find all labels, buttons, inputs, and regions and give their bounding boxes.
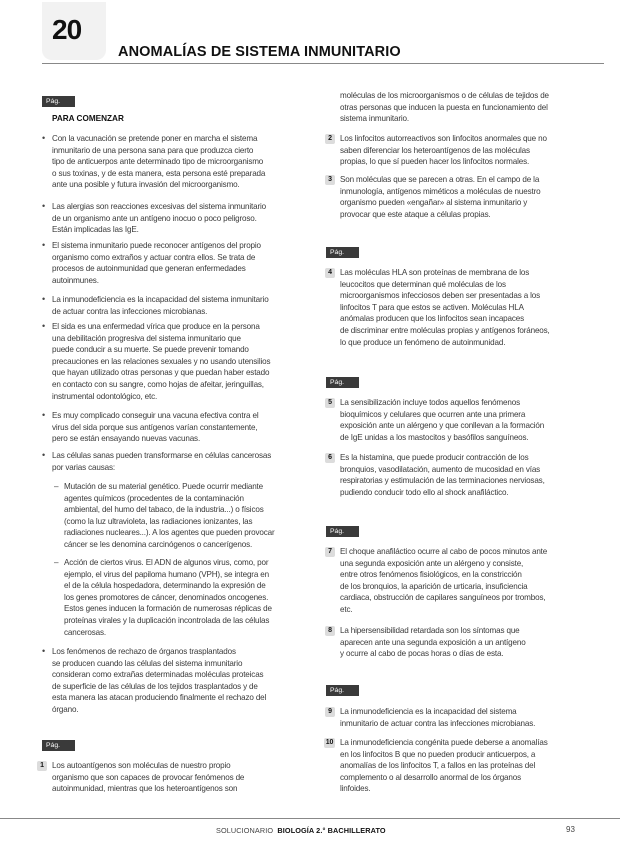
text-line: linfocitos T para que estos se activen. Moléculas HLA <box>340 302 524 312</box>
item-number: 9 <box>325 707 335 717</box>
text-line: en contacto con su sangre, como hojas de afeitar, jeringuillas, <box>52 379 264 389</box>
item-number: 4 <box>325 268 335 278</box>
text-line: autoinmunes. <box>52 275 99 285</box>
bullet-icon: • <box>42 450 46 460</box>
footer-divider <box>0 818 620 819</box>
text-line: La inmunodeficiencia es la incapacidad del sistema <box>340 707 517 716</box>
text-line: Están implicadas las IgE. <box>52 225 139 235</box>
text-line: organismo que son capaces de provocar fenómenos de <box>52 772 245 782</box>
text-line: de discriminar entre moléculas propias y antígenos foráneos, <box>340 325 550 335</box>
text-line: puede conducir a su muerte. Se puede prevenir tomando <box>52 345 249 355</box>
text-line: Es muy complicado conseguir una vacuna efectiva contra el <box>52 411 259 420</box>
text-line: Los fenómenos de rechazo de órganos trasplantados <box>52 647 236 656</box>
bullet-item <box>42 410 259 445</box>
answer-item-5 <box>328 397 545 443</box>
text-line: Las alergias son reacciones excesivas del sistema inmunitario <box>52 202 266 211</box>
item-number: 8 <box>325 626 335 636</box>
text-line: pero se están ensayando nuevas vacunas. <box>52 434 201 444</box>
text-line: Estos genes inducen la formación de numerosas réplicas de <box>64 604 272 614</box>
text-line: entre otros fenómenos fisiológicos, en la constricción <box>340 570 522 580</box>
text-line: proteínas virales y la duplicación incontrolada de las células <box>64 615 270 625</box>
answer-item-2 <box>328 133 547 168</box>
item-number: 5 <box>325 398 335 408</box>
bullet-icon: • <box>42 410 46 420</box>
text-line: de superficie de las células de los tejidos trasplantados y de <box>52 681 258 691</box>
text-line: bioquímicos y celulares que ocurren ante una primera <box>340 409 526 419</box>
bullet-item <box>42 321 271 402</box>
bullet-icon: • <box>42 646 46 656</box>
text-line: inmunitario de actuar contra las infecciones microbianas. <box>340 718 536 728</box>
answer-item-10 <box>325 737 548 795</box>
text-line: tipo de anticuerpos ante determinado tipo de microorganismo <box>52 157 264 167</box>
text-line: Las células sanas pueden transformarse en células cancerosas <box>52 451 272 460</box>
text-line: provocar que este ataque a células propias. <box>340 209 491 219</box>
text-line: etc. <box>340 604 353 614</box>
text-line: aparecen ante una segunda exposición a un antígeno <box>340 637 526 647</box>
text-line: inmunitario de una persona sana para que produzca cierto <box>52 145 254 155</box>
text-line: La inmunodeficiencia congénita puede deberse a anomalías <box>340 738 548 747</box>
text-line: Con la vacunación se pretende poner en marcha el sistema <box>52 134 258 143</box>
item-number: 6 <box>325 453 335 463</box>
text-line: cancerosas. <box>64 627 106 637</box>
text-line: en los linfocitos B que no pueden producir anticuerpos, a <box>340 749 536 759</box>
section-title: PARA COMENZAR <box>52 114 124 123</box>
bullet-item <box>42 133 266 191</box>
text-line: Acción de ciertos virus. El ADN de algunos virus, como, por <box>64 558 269 567</box>
text-line: precauciones en las relaciones sexuales y no usando utensilios <box>52 356 271 366</box>
text-line: ejemplo, el virus del papiloma humano (VPH), se integra en <box>64 569 269 579</box>
bullet-item <box>42 646 267 716</box>
text-line: o sus toxinas, y de esta manera, esta persona esté preparada <box>52 168 266 178</box>
text-line: cáncer se les denomina carcinógenos o cancerígenos. <box>64 539 253 549</box>
text-line: complemento o al desarrollo anormal de los órganos <box>340 772 522 782</box>
text-line: Los autoantígenos son moléculas de nuestro propio <box>52 761 231 770</box>
footer-solucionario: SOLUCIONARIO <box>216 826 274 835</box>
text-line: de los bronquios, la aparición de urticaria, insuficiencia <box>340 581 528 591</box>
text-line: ambiental, del humo del tabaco, de la industria...) o físicos <box>64 505 264 515</box>
text-line: Es la histamina, que puede producir contracción de los <box>340 453 529 462</box>
header-divider <box>42 63 604 64</box>
text-line: El choque anafiláctico ocurre al cabo de pocos minutos ante <box>340 547 548 556</box>
text-line: inmunología, antígenos miméticos a moléculas de nuestro <box>340 186 541 196</box>
text-line: La hipersensibilidad retardada son los síntomas que <box>340 626 520 635</box>
text-line: (como la luz ultravioleta, las radiaciones ionizantes, las <box>64 516 253 526</box>
text-line: Son moléculas que se parecen a otras. En el campo de la <box>340 175 540 184</box>
text-line: Los linfocitos autorreactivos son linfocitos anormales que no <box>340 134 547 143</box>
text-line: agentes químicos (procedentes de la contaminación <box>64 493 244 503</box>
bullet-icon: • <box>42 240 46 250</box>
bullet-icon: • <box>42 201 46 211</box>
text-line: consideran como extrañas determinadas moléculas proteicas <box>52 670 264 680</box>
text-line: anómalas producen que los linfocitos sean incapaces <box>340 314 525 324</box>
text-line: de un organismo ante un antígeno inocuo o poco peligroso. <box>52 213 257 223</box>
answer-item-9 <box>328 706 536 729</box>
text-line: moléculas de los microorganismos o de células de tejidos de <box>340 91 549 100</box>
text-line: respiratorias y estimulación de las terminaciones nerviosas, <box>340 476 545 486</box>
dash-icon: – <box>54 482 59 491</box>
answer-item-7 <box>328 546 548 616</box>
text-line: pudiendo conducir todo ello al shock anafiláctico. <box>340 487 509 497</box>
page-number: 93 <box>566 825 575 834</box>
text-line: lo que produce un fenómeno de autoinmunidad. <box>340 337 506 347</box>
text-line: ante una posible y futura invasión del microorganismo. <box>52 180 240 190</box>
bullet-icon: • <box>42 133 46 143</box>
answer-item-4 <box>328 267 550 348</box>
text-line: los genes promotores de cáncer, denominados oncogenes. <box>64 592 269 602</box>
bullet-item <box>42 450 272 473</box>
footer-label <box>216 826 386 835</box>
text-line: esta manera las atacan produciendo finalmente el rechazo del <box>52 693 267 703</box>
text-line: el de la célula hospedadora, determinando la expresión de <box>64 581 266 591</box>
item-number: 2 <box>325 134 335 144</box>
page-ref-tag: Pág. 431 <box>326 247 359 258</box>
page-ref-tag: Pág. 434 <box>326 685 359 696</box>
text-line: procesos de autoinmunidad que generan enfermedades <box>52 264 246 274</box>
text-line: de IgE unidas a los mastocitos y basófilos sanguíneos. <box>340 432 529 442</box>
answer-item-1 <box>40 760 314 795</box>
text-line: Las moléculas HLA son proteínas de membrana de los <box>340 268 530 277</box>
answer-item-8 <box>328 625 526 660</box>
text-line: órgano. <box>52 704 79 714</box>
text-line: El sistema inmunitario puede reconocer antígenos del propio <box>52 241 261 250</box>
answer-item-1-continued <box>340 90 549 125</box>
chapter-number: 20 <box>52 14 82 45</box>
text-line: una debilitación progresiva del sistema inmunitario que <box>52 333 241 343</box>
text-line: de actuar contra las infecciones microbianas. <box>52 306 208 316</box>
item-number: 7 <box>325 547 335 557</box>
page-ref-tag: Pág. 433 <box>326 526 359 537</box>
page-ref-tag: Pág. 432 <box>326 377 359 388</box>
dash-item <box>54 557 272 638</box>
dash-item <box>54 481 275 551</box>
bullet-icon: • <box>42 321 46 331</box>
text-line: propias, lo que sí pueden hacer los linfocitos normales. <box>340 157 530 167</box>
text-line: microorganismos infecciosos deben ser presentadas a los <box>340 291 541 301</box>
item-number: 1 <box>37 761 47 771</box>
page-ref-tag: Pág. 430 <box>42 740 75 751</box>
footer-book-title: BIOLOGÍA 2.° BACHILLERATO <box>277 826 386 835</box>
text-line: que hayan utilizado otras personas y que puedan haber estado <box>52 368 270 378</box>
text-line: anomalías de los linfocitos T, a fallos en las proteínas del <box>340 761 536 771</box>
page-ref-tag: Pág. 429 <box>42 96 75 107</box>
answer-item-6 <box>328 452 545 498</box>
text-line: y ocurre al cabo de pocas horas o días de esta. <box>340 649 504 659</box>
text-line: exposición ante un alérgeno y que conllevan a la formación <box>340 421 545 431</box>
dash-icon: – <box>54 558 59 567</box>
text-line: sistema inmunitario. <box>340 114 409 124</box>
text-line: instrumental odontológico, etc. <box>52 391 158 401</box>
text-line: cardiaca, obstrucción de capilares sanguíneos por trombos, <box>340 593 546 603</box>
text-line: La sensibilización incluye todos aquellos fenómenos <box>340 398 520 407</box>
text-line: autoinmunidad, mientras que los heteroantígenos son <box>52 784 238 794</box>
bullet-item <box>42 294 269 317</box>
text-line: se producen cuando las células del sistema inmunitario <box>52 658 243 668</box>
text-line: La inmunodeficiencia es la incapacidad del sistema inmunitario <box>52 295 269 304</box>
text-line: virus del sida porque sus antígenos varían constantemente, <box>52 422 258 432</box>
text-line: leucocitos que determinan qué moléculas de los <box>340 279 506 289</box>
bullet-item <box>42 240 261 286</box>
bullet-icon: • <box>42 294 46 304</box>
text-line: organismo como extraños y actuar contra ellos. Se trata de <box>52 252 256 262</box>
bullet-item <box>42 201 266 236</box>
text-line: bronquios, vasodilatación, aumento de mucosidad en vías <box>340 464 541 474</box>
chapter-title: ANOMALÍAS DE SISTEMA INMUNITARIO <box>118 44 401 60</box>
text-line: saben diferenciar los heteroantígenos de las moléculas <box>340 145 530 155</box>
item-number: 10 <box>325 739 334 746</box>
text-line: Mutación de su material genético. Puede ocurrir mediante <box>64 482 264 491</box>
text-line: por varias causas: <box>52 462 115 472</box>
text-line: linfoides. <box>340 784 371 794</box>
text-line: otras personas que inducen la puesta en funcionamiento del <box>340 102 548 112</box>
answer-item-3 <box>328 174 541 220</box>
item-number: 3 <box>325 175 335 185</box>
text-line: radiaciones nucleares...). A los agentes que pueden provocar <box>64 528 275 538</box>
text-line: una segunda exposición ante un alérgeno y consiste, <box>340 558 524 568</box>
text-line: El sida es una enfermedad vírica que produce en la persona <box>52 322 260 331</box>
text-line: organismo pueden «engañar» al sistema inmunitario y <box>340 198 528 208</box>
